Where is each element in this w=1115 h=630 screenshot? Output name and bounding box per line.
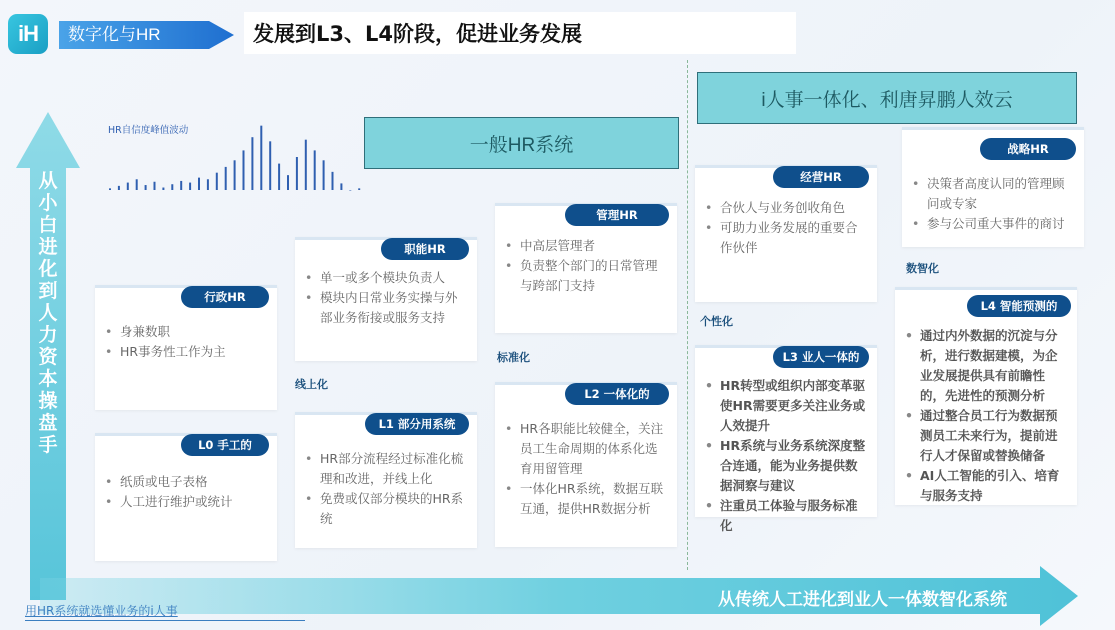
list-item: • 中高层管理者 [505, 236, 669, 256]
l2-list [505, 419, 669, 519]
badge-l1: L1 部分用系统 [365, 413, 469, 435]
chart-bar [225, 167, 227, 190]
badge-l4: L4 智能预测的 [967, 295, 1071, 317]
chart-bar [296, 157, 298, 190]
chart-bar [171, 184, 173, 190]
chart-bar [127, 183, 129, 190]
general-hr-label: 一般HR系统 [469, 134, 574, 156]
page-title: 发展到L3、L4阶段，促进业务发展 [244, 12, 796, 54]
mini-chart [105, 120, 375, 200]
chart-bar [198, 178, 200, 190]
stage-digital: 数智化 [906, 262, 939, 275]
list-item: • 人工进行维护或统计 [105, 492, 269, 512]
list-item: • 参与公司重大事件的商讨 [912, 214, 1076, 234]
chart-bar [234, 160, 236, 190]
chart-bar [349, 190, 351, 191]
card-l4 [895, 287, 1077, 505]
chart-bar [145, 185, 147, 190]
chart-bar [162, 188, 164, 190]
card-l1 [295, 412, 477, 548]
badge-functional-hr: 职能HR [381, 238, 469, 260]
list-item: • 负责整个部门的日常管理与跨部门支持 [505, 256, 669, 296]
list-item: • 通过内外数据的沉淀与分析，进行数据建模，为企业发展提供具有前瞻性的，先进性的预测分析 [905, 326, 1069, 406]
chart-bar [154, 182, 156, 190]
list-item: • HR部分流程经过标准化梳理和改进，并线上化 [305, 449, 469, 489]
footer-link[interactable]: 用HR系统就选懂业务的i人事 [25, 604, 178, 618]
card-l2 [495, 382, 677, 547]
list-item: • 身兼数职 [105, 322, 269, 342]
list-item: • 单一或多个模块负责人 [305, 268, 469, 288]
list-item: • HR系统与业务系统深度整合连通，能为业务提供数据洞察与建议 [705, 436, 869, 496]
badge-strategic-hr: 战略HR [980, 138, 1076, 160]
badge-l3: L3 业人一体的 [773, 346, 869, 368]
integrated-system-box [697, 72, 1077, 124]
chart-bar [323, 160, 325, 190]
l4-list [905, 326, 1069, 506]
badge-l0: L0 手工的 [181, 434, 269, 456]
badge-l2: L2 一体化的 [565, 383, 669, 405]
l3-list [705, 376, 869, 536]
list-item: • 纸质或电子表格 [105, 472, 269, 492]
list-item: • HR转型或组织内部变革驱使HR需要更多关注业务或人效提升 [705, 376, 869, 436]
list-item: • 决策者高度认同的管理顾问或专家 [912, 174, 1076, 214]
horizontal-axis-label: 从传统人工进化到业人一体数智化系统 [718, 590, 1007, 610]
admin-hr-list [105, 322, 269, 362]
list-item: • 通过整合员工行为数据预测员工未来行为，提前进行人才保留或替换储备 [905, 406, 1069, 466]
chart-title: HR自信度峰值波动 [108, 125, 189, 136]
footer-underline [25, 620, 305, 621]
chart-bar [118, 186, 120, 190]
chart-bar [332, 172, 334, 190]
chart-bar [109, 188, 111, 190]
stage-online: 线上化 [295, 378, 328, 391]
list-item: • 一体化HR系统，数据互联互通，提供HR数据分析 [505, 479, 669, 519]
list-item: • 注重员工体验与服务标准化 [705, 496, 869, 536]
list-item: • HR各职能比较健全，关注员工生命周期的体系化选育用留管理 [505, 419, 669, 479]
stage-standard: 标准化 [497, 351, 530, 364]
chart-bar [251, 137, 253, 190]
chart-bar [180, 181, 182, 190]
list-item: • 可助力业务发展的重要合作伙伴 [705, 218, 869, 258]
list-item: • 模块内日常业务实操与外部业务衔接或服务支持 [305, 288, 469, 328]
chart-bar [314, 150, 316, 190]
management-hr-list [505, 236, 669, 296]
chart-bar [216, 173, 218, 190]
chart-bar [243, 150, 245, 190]
chart-bar [189, 183, 191, 190]
section-tag [59, 21, 234, 49]
badge-operating-hr: 经营HR [773, 166, 869, 188]
chart-bar [278, 164, 280, 190]
vertical-axis-label: 从小白进化到人力资本操盘手 [38, 170, 58, 456]
divider-line [687, 60, 688, 570]
chart-bar [340, 183, 342, 190]
card-admin-hr [95, 285, 277, 410]
card-functional-hr [295, 237, 477, 361]
strategic-hr-list [912, 174, 1076, 234]
chart-bar [260, 126, 262, 190]
app-logo: iH [8, 14, 48, 54]
chart-bar [136, 179, 138, 190]
card-l0 [95, 433, 277, 561]
l0-list [105, 472, 269, 512]
card-management-hr [495, 203, 677, 333]
card-operating-hr [695, 165, 877, 302]
card-l3 [695, 345, 877, 533]
integrated-system-label: i人事一体化、利唐昇鹏人效云 [761, 89, 1013, 111]
stage-personal: 个性化 [700, 315, 733, 328]
list-item: • HR事务性工作为主 [105, 342, 269, 362]
chart-bars [105, 120, 375, 200]
chart-bar [207, 179, 209, 190]
chart-bar [305, 140, 307, 190]
badge-management-hr: 管理HR [565, 204, 669, 226]
operating-hr-list [705, 198, 869, 258]
chart-bar [358, 188, 360, 190]
chart-bar [287, 175, 289, 190]
list-item: • 免费或仅部分模块的HR系统 [305, 489, 469, 529]
list-item: • AI人工智能的引入、培育与服务支持 [905, 466, 1069, 506]
general-hr-box [364, 117, 679, 169]
section-tag-label: 数字化与HR [68, 25, 161, 44]
l1-list [305, 449, 469, 529]
functional-hr-list [305, 268, 469, 328]
chart-bar [269, 141, 271, 190]
list-item: • 合伙人与业务创收角色 [705, 198, 869, 218]
badge-admin-hr: 行政HR [181, 286, 269, 308]
card-strategic-hr [902, 127, 1084, 247]
